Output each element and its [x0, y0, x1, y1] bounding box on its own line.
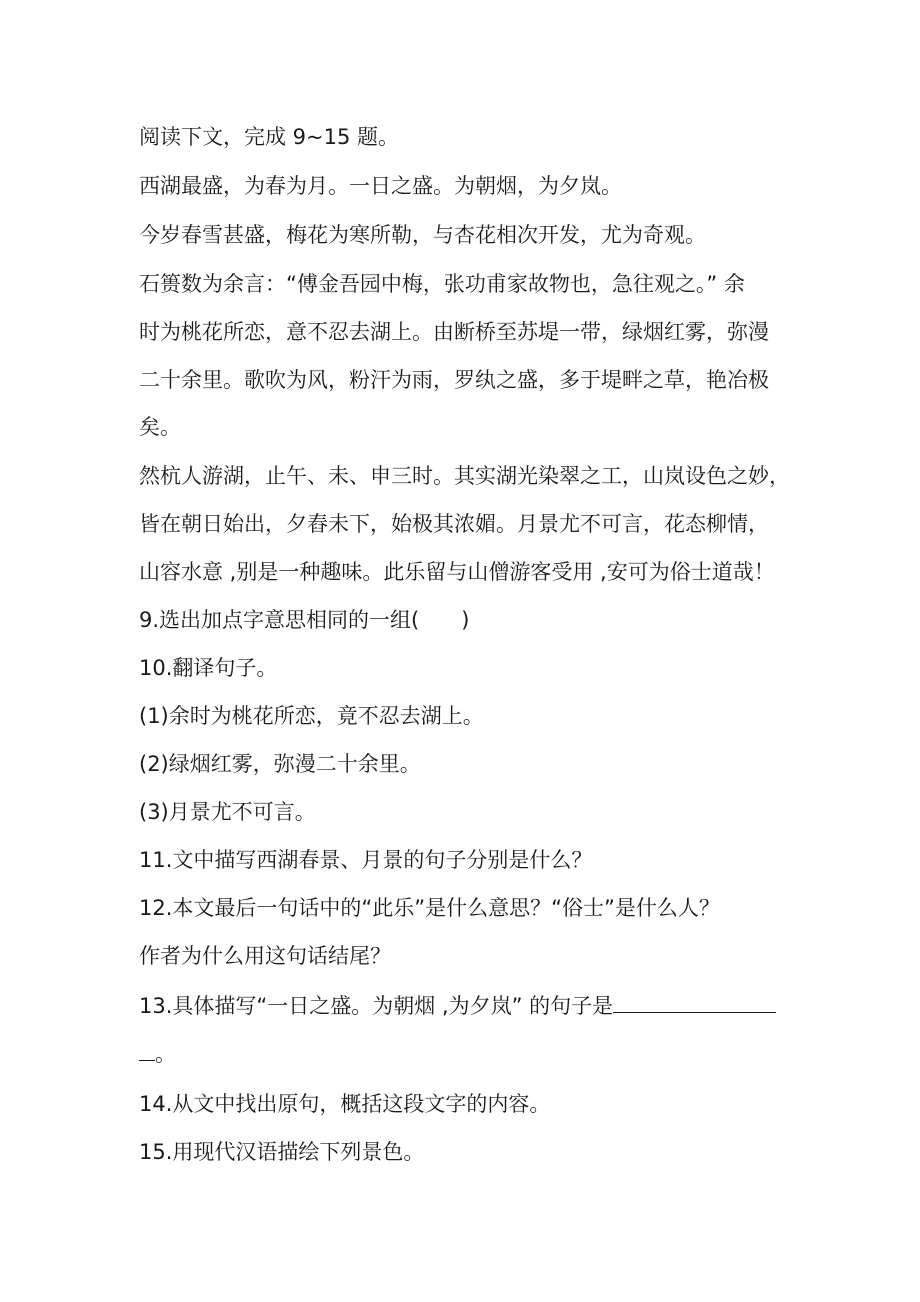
question-13-line-2: [139, 1040, 176, 1068]
passage-paragraph-4-line-2: 皆在朝日始出，夕舂未下，始极其浓媚。月景尤不可言，花态柳情，: [139, 512, 769, 536]
passage-paragraph-4-line-3: 山容水意 ,别是一种趣味。此乐留与山僧游客受用 ,安可为俗士道哉！: [139, 560, 775, 584]
question-9: 9.选出加点字意思相同的一组( ): [139, 608, 470, 632]
passage-paragraph-2: 今岁春雪甚盛，梅花为寒所勒，与杏花相次开发，尤为奇观。: [139, 223, 706, 247]
question-15: 15.用现代汉语描绘下列景色。: [139, 1140, 425, 1164]
passage-paragraph-4-line-1: 然杭人游湖，止午、未、申三时。其实湖光染翠之工，山岚设色之妙，: [139, 464, 790, 488]
question-10-item-2: (2)绿烟红雾，弥漫二十余里。: [139, 752, 421, 776]
question-14: 14.从文中找出原句，概括这段文字的内容。: [139, 1092, 551, 1116]
passage-paragraph-3-line-1: 石篑数为余言：“傅金吾园中梅，张功甫家故物也，急往观之。” 余: [139, 272, 745, 296]
question-13-answer-blank[interactable]: [613, 994, 776, 1013]
question-12-line-1: 12.本文最后一句话中的“此乐”是什么意思？“俗士”是什么人？: [139, 896, 720, 920]
passage-paragraph-3-line-4: 矣。: [139, 415, 181, 439]
question-13-period: 。: [155, 1042, 176, 1066]
question-11: 11.文中描写西湖春景、月景的句子分别是什么？: [139, 848, 593, 872]
question-10-item-3: (3)月景尤不可言。: [139, 800, 316, 824]
question-13-text: 13.具体描写“一日之盛。为朝烟 ,为夕岚” 的句子是: [139, 994, 614, 1018]
passage-intro: 阅读下文，完成 9~15 题。: [139, 125, 400, 149]
passage-paragraph-3-line-3: 二十余里。歌吹为风，粉汗为雨，罗纨之盛，多于堤畔之草，艳冶极: [139, 368, 769, 392]
question-13-line-1: [139, 992, 776, 1020]
question-10: 10.翻译句子。: [139, 656, 278, 680]
question-12-line-2: 作者为什么用这句话结尾？: [139, 944, 391, 968]
passage-paragraph-1: 西湖最盛，为春为月。一日之盛。为朝烟，为夕岚。: [139, 174, 622, 198]
passage-paragraph-3-line-2: 时为桃花所恋，意不忍去湖上。由断桥至苏堤一带，绿烟红雾，弥漫: [139, 320, 769, 344]
question-13-answer-blank-continued[interactable]: [139, 1042, 155, 1061]
question-10-item-1: (1)余时为桃花所恋，竟不忍去湖上。: [139, 704, 484, 728]
